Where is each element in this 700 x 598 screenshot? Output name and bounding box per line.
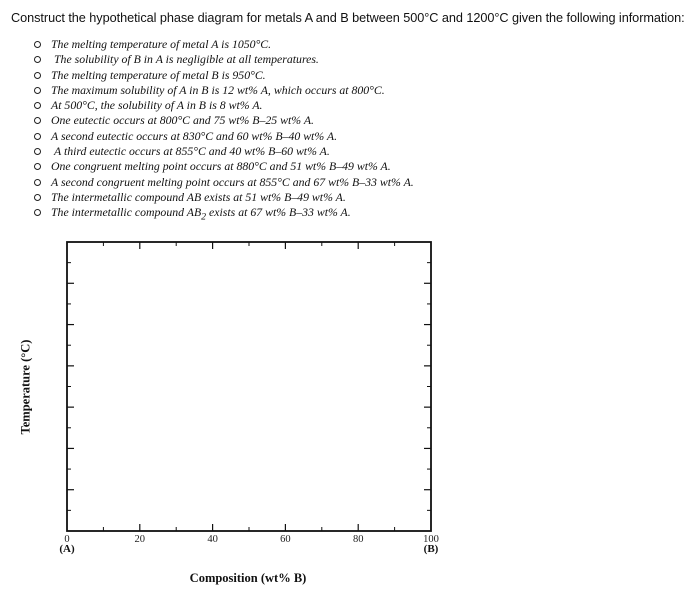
x-tick-label: 60 [280,534,291,545]
info-text: The melting temperature of metal B is 950°C. [51,67,266,82]
info-text: A second eutectic occurs at 830°C and 60 wt% B–40 wt% A. [51,128,338,143]
info-text: At 500°C, the solubility of A in B is 8 wt% A. [51,98,263,113]
info-text: The solubility of B in A is negligible at all temperatures. [54,52,319,67]
plot-frame [67,242,431,531]
info-text: One eutectic occurs at 800°C and 75 wt% B–25 wt% A. [51,113,315,128]
info-text: The maximum solubility of A in B is 12 wt% A, which occurs at 800°C. [51,82,385,97]
info-text: The melting temperature of metal A is 1050°C. [51,37,272,51]
info-text: A second congruent melting point occurs at 855°C and 67 wt% B–33 wt% A. [51,174,414,189]
y-axis-ticks [67,263,431,511]
end-label-b: (B) [423,543,439,555]
y-axis-label: Temperature (°C) [18,339,33,435]
x-axis-ticks [103,242,394,531]
info-text-part: exists at 67 wt% B–33 wt% A. [206,205,351,220]
question-prompt: Construct the hypothetical phase diagram for metals A and B between 500°C and 1200°C given the following information: [11,11,685,25]
x-axis-tick-labels [64,534,439,545]
x-axis-label: Composition (wt% B) [189,571,307,585]
info-text: The intermetallic compound AB exists at 51 wt% B–49 wt% A. [51,189,346,204]
end-label-a: (A) [59,543,75,555]
info-text-part: The intermetallic compound AB [51,205,202,220]
x-tick-label: 100 [423,534,439,545]
x-tick-label: 0 [64,534,70,545]
x-tick-label: 20 [134,534,146,545]
info-text-subscript: 2 [201,211,207,223]
x-tick-label: 80 [352,534,364,545]
info-text: One congruent melting point occurs at 880°C and 51 wt% B–49 wt% A. [51,159,391,174]
info-text: A third eutectic occurs at 855°C and 40 wt% B–60 wt% A. [54,144,330,159]
x-tick-label: 40 [207,534,218,545]
